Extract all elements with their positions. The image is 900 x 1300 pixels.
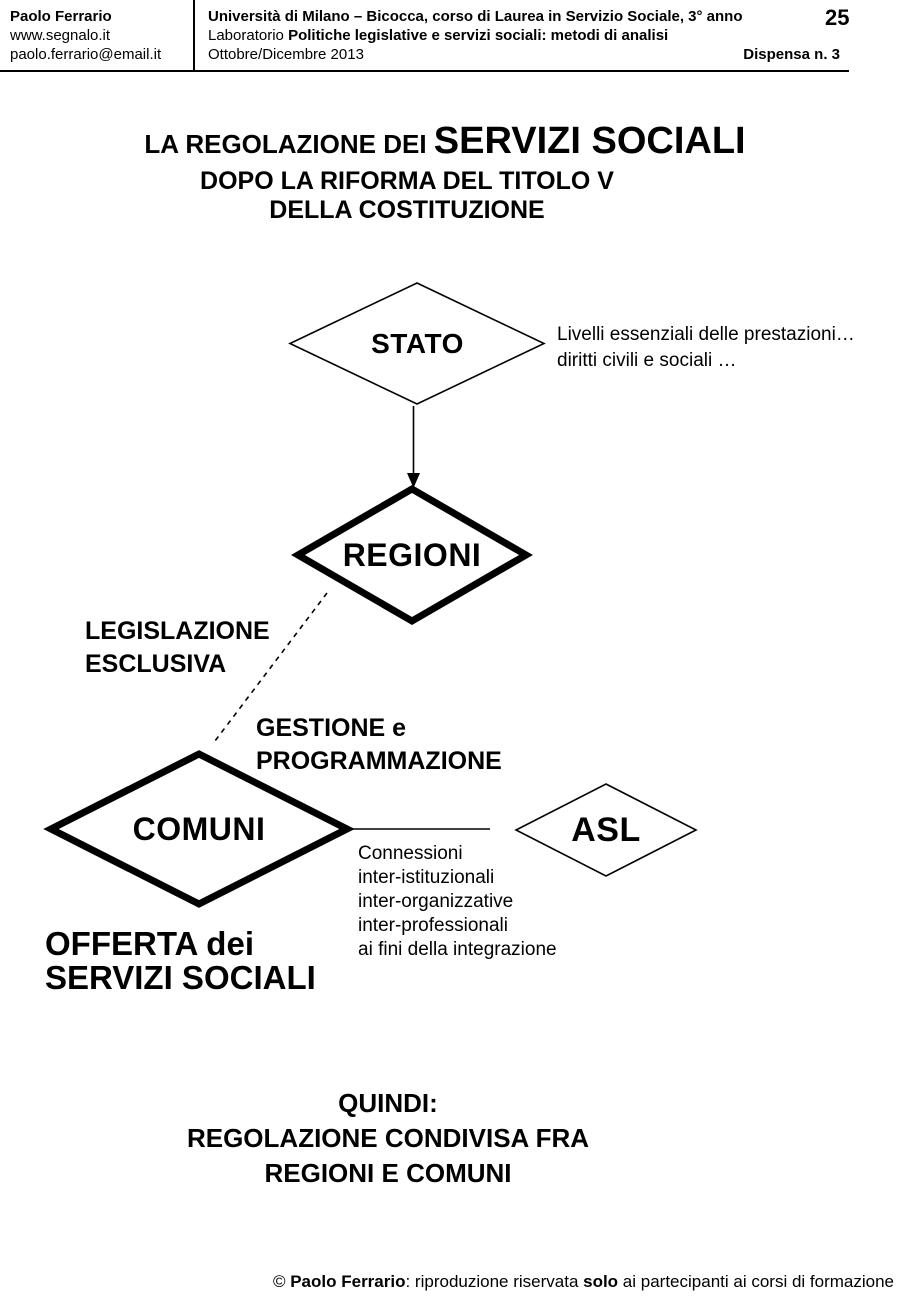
author-email: paolo.ferrario@email.it <box>10 46 162 63</box>
period-text: Ottobre/Dicembre 2013 <box>208 46 364 63</box>
title-prefix: LA REGOLAZIONE DEI <box>144 129 434 159</box>
lab-title: Politiche legislative e servizi sociali: metodi di analisi <box>288 27 669 44</box>
asl-node-label: ASL <box>571 810 641 849</box>
stato-annotation-line-2: diritti civili e sociali … <box>557 350 737 371</box>
arrowhead-down-icon <box>407 473 420 488</box>
page-number: 25 <box>825 5 850 30</box>
comuni-node-label: COMUNI <box>132 810 266 847</box>
footer-author: Paolo Ferrario <box>290 1272 406 1291</box>
connessioni-line-1: Connessioni <box>358 843 463 864</box>
author-name: Paolo Ferrario <box>10 8 112 25</box>
footer-middle: : riproduzione riservata <box>405 1272 584 1291</box>
copyright-footer <box>273 1272 894 1292</box>
legislazione-line-1: LEGISLAZIONE <box>85 617 270 645</box>
regioni-node-label: REGIONI <box>342 536 482 573</box>
stato-annotation-line-1: Livelli essenziali delle prestazioni… <box>557 324 855 345</box>
lab-prefix: Laboratorio <box>208 27 289 44</box>
connessioni-line-4: inter-professionali <box>358 915 508 936</box>
course-title: Università di Milano – Bicocca, corso di Laurea in Servizio Sociale, 3° anno <box>208 8 743 25</box>
title-emphasis: SERVIZI SOCIALI <box>433 120 746 162</box>
conclusion-line-1: QUINDI: <box>338 1088 438 1118</box>
stato-node-label: STATO <box>371 327 464 359</box>
connessioni-annotation <box>358 842 557 962</box>
offerta-label <box>45 927 316 995</box>
subtitle-line-1: DOPO LA RIFORMA DEL TITOLO V <box>200 167 614 195</box>
offerta-line-2: SERVIZI SOCIALI <box>45 959 316 996</box>
stato-annotation <box>557 322 855 374</box>
author-website: www.segnalo.it <box>10 27 111 44</box>
offerta-line-1: OFFERTA dei <box>45 925 254 962</box>
footer-end: ai partecipanti ai corsi di formazione <box>618 1272 894 1291</box>
legislazione-line-2: ESCLUSIVA <box>85 650 227 678</box>
gestione-line-2: PROGRAMMAZIONE <box>256 747 502 775</box>
gestione-programmazione-label <box>256 712 502 778</box>
legislazione-esclusiva-label <box>85 615 270 681</box>
conclusion-line-3: REGIONI E COMUNI <box>264 1158 512 1188</box>
footer-bold-word: solo <box>583 1272 619 1291</box>
dispensa-number: Dispensa n. 3 <box>743 46 840 63</box>
connessioni-line-3: inter-organizzative <box>358 891 514 912</box>
connessioni-line-2: inter-istituzionali <box>358 867 495 888</box>
conclusion-line-2: REGOLAZIONE CONDIVISA FRA <box>186 1123 590 1153</box>
conclusion-block <box>0 1086 776 1191</box>
copyright-symbol: © <box>272 1272 291 1291</box>
subtitle-line-2: DELLA COSTITUZIONE <box>269 196 545 224</box>
connessioni-line-5: ai fini della integrazione <box>358 939 557 960</box>
gestione-line-1: GESTIONE e <box>256 714 407 742</box>
